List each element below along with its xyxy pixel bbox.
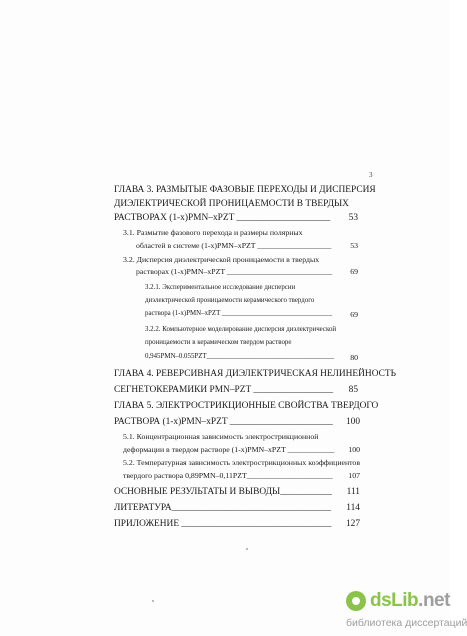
toc-chapter-5-line-1: ГЛАВА 5. ЭЛЕКТРОСТРИКЦИОННЫЕ СВОЙСТВА ТВЕРДОГО <box>114 401 379 411</box>
toc-page-53b: 53 <box>350 241 358 250</box>
dslib-logo-icon <box>346 591 366 611</box>
toc-chapter-3-line-2: ДИЭЛЕКТРИЧЕСКОЙ ПРОНИЦАЕМОСТИ В ТВЕРДЫХ <box>114 199 349 209</box>
toc-page-114: 114 <box>346 503 360 513</box>
watermark-subtitle: библиотека диссертаций <box>346 617 467 629</box>
toc-page-69: 69 <box>350 267 358 276</box>
toc-section-3-2-1-line-2: диэлектрической проницаемости керамического твердого <box>145 297 315 304</box>
toc-section-3-1-line-2: областей в системе (1-x)PMN–xPZT ___________________ <box>136 241 332 250</box>
scan-speck <box>246 548 248 550</box>
toc-section-3-2-1-line-1: 3.2.1. Экспериментальное исследование дисперсии <box>145 284 296 291</box>
toc-page-53: 53 <box>348 213 358 223</box>
toc-section-5-2-line-2: твердого раствора 0,89PMN–0,11PZT______________________ <box>123 471 333 480</box>
toc-section-3-2-1-line-3: раствора (1-x)PMN–xPZT ________________________________ <box>145 310 333 317</box>
toc-section-3-1-line-1: 3.1. Размытие фазового перехода и размеры полярных <box>123 228 303 237</box>
toc-section-5-2-line-1: 5.2. Температурная зависимость электрострикционных коэффициентов <box>123 458 361 467</box>
toc-page-127: 127 <box>345 519 360 529</box>
toc-chapter-5-line-2: РАСТВОРА (1-x)PMN–xPZT ______________________ <box>114 417 333 427</box>
toc-page-100: 100 <box>345 417 360 427</box>
toc-section-5-1-line-1: 5.1. Концентрационная зависимость электрострикционной <box>123 432 319 441</box>
toc-chapter-4-line-2: СЕГНЕТОКЕРАМИКИ PMN–PZT _________________ <box>114 385 334 395</box>
toc-page-69b: 69 <box>350 310 358 319</box>
toc-page-80: 80 <box>350 353 358 362</box>
toc-section-3-2-line-2: растворах (1-x)PMN–xPZT ___________________________ <box>136 267 333 276</box>
toc-results: ОСНОВНЫЕ РЕЗУЛЬТАТЫ И ВЫВОДЫ___________ <box>114 487 332 497</box>
toc-page-111: 111 <box>346 487 360 497</box>
toc-section-3-2-2-line-2: проницаемости в керамическом твердом растворе <box>145 339 292 346</box>
toc-chapter-3-line-1: ГЛАВА 3. РАЗМЫТЫЕ ФАЗОВЫЕ ПЕРЕХОДЫ И ДИСПЕРСИЯ <box>114 185 376 195</box>
toc-page-85: 85 <box>348 385 358 395</box>
toc-section-5-1-line-2: деформации в твердом растворе (1-x)PMN–xPZT ____________ <box>123 445 335 454</box>
toc-appendix: ПРИЛОЖЕНИЕ ________________________________ <box>114 519 332 529</box>
toc-literature: ЛИТЕРАТУРА__________________________________ <box>114 503 332 513</box>
toc-page-100b: 100 <box>348 445 360 454</box>
toc-chapter-4-line-1: ГЛАВА 4. РЕВЕРСИВНАЯ ДИЭЛЕКТРИЧЕСКАЯ НЕЛИНЕЙНОСТЬ <box>114 369 396 379</box>
watermark-logo <box>300 584 467 636</box>
toc-page-107: 107 <box>348 471 360 480</box>
scan-speck <box>152 600 154 602</box>
toc-chapter-3-line-3: РАСТВОРАХ (1-x)PMN–xPZT ____________________ <box>114 213 331 223</box>
toc-section-3-2-line-1: 3.2. Дисперсия диэлектрической проницаемости в твердых <box>123 255 320 264</box>
toc-section-3-2-2-line-1: 3.2.2. Компьютерное моделирование дисперсия диэлектрической <box>145 326 337 333</box>
toc-section-3-2-2-line-3: 0,945PMN–0.055PZT_____________________________________ <box>145 353 335 360</box>
watermark-brand: dsLib.net <box>370 590 450 611</box>
page-number: 3 <box>369 171 373 179</box>
